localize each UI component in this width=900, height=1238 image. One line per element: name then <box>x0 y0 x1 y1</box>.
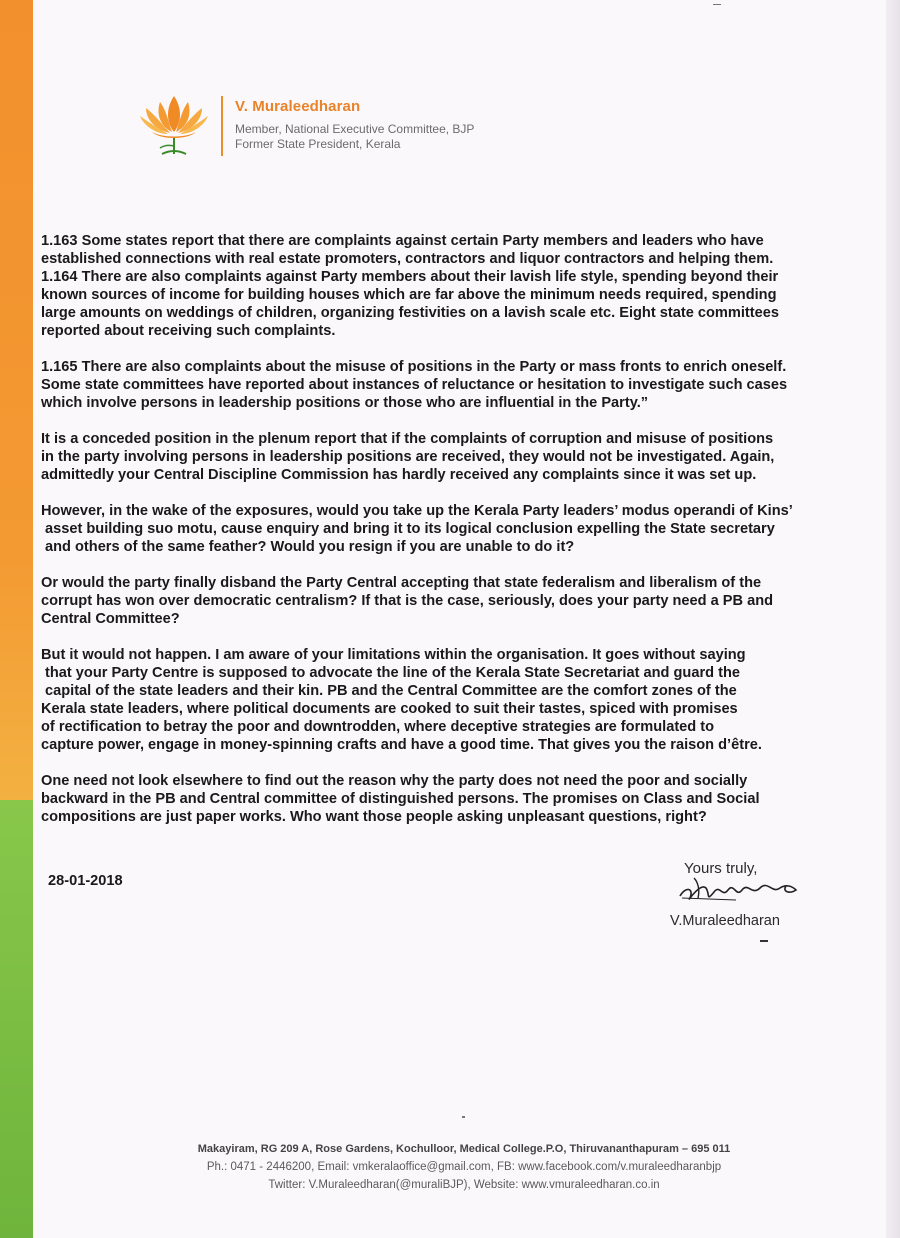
clause-number: 1.164 <box>41 269 78 285</box>
text-line: admittedly your Central Discipline Commission has hardly received any complaints since it was set up. <box>41 467 757 483</box>
text-line: that your Party Centre is supposed to advocate the line of the Kerala State Secretariat and guard the <box>45 665 740 681</box>
text-line: asset building suo motu, cause enquiry and bring it to its logical conclusion expelling the State secretary <box>45 521 775 537</box>
footer-web <box>0 1179 900 1191</box>
letterhead-divider <box>221 96 223 156</box>
text-line: capture power, engage in money-spinning crafts and have a good time. That gives you the raison d’être. <box>41 737 762 753</box>
text-line: in the party involving persons in leadership positions are received, they would not be investigated. Again, <box>41 449 775 465</box>
letter-date: 28-01-2018 <box>48 873 123 889</box>
ink-mark <box>760 940 768 942</box>
text-line: Or would the party finally disband the Party Central accepting that state federalism and liberalism of the <box>41 575 762 591</box>
text-line <box>41 232 876 250</box>
text-line: of rectification to betray the poor and downtrodden, where deceptive strategies are formulated to <box>41 719 715 735</box>
footer-web-text: Twitter: V.Muraleedharan(@muraliBJP), Website: www.vmuraleedharan.co.in <box>268 1179 660 1191</box>
saffron-margin-stripe <box>0 0 33 800</box>
text-line: and others of the same feather? Would you resign if you are unable to do it? <box>45 539 575 555</box>
text-line: Central Committee? <box>41 611 180 627</box>
letterhead-former-post: Former State President, Kerala <box>235 137 401 151</box>
footer-address <box>0 1143 900 1155</box>
ink-speck <box>462 1116 465 1118</box>
text-line: reported about receiving such complaints. <box>41 323 336 339</box>
paragraph-4 <box>41 502 876 556</box>
text-line: However, in the wake of the exposures, would you take up the Kerala Party leaders’ modus operandi of Kins’ <box>41 503 793 519</box>
text-line: But it would not happen. I am aware of your limitations within the organisation. It goes without saying <box>41 647 746 663</box>
text-line: One need not look elsewhere to find out the reason why the party does not need the poor and socially <box>41 773 748 789</box>
text-line: which involve persons in leadership positions or those who are influential in the Party.” <box>41 395 649 411</box>
text-line: corrupt has won over democratic centralism? If that is the case, seriously, does your party need a PB and <box>41 593 774 609</box>
text-line: known sources of income for building houses which are far above the minimum needs required, spending <box>41 287 777 303</box>
text-line: compositions are just paper works. Who want those people asking unpleasant questions, right? <box>41 809 707 825</box>
clause-text: Some states report that there are complaints against certain Party members and leaders who have <box>77 233 764 249</box>
text-line: established connections with real estate promoters, contractors and liquor contractors and helping them. <box>41 251 774 267</box>
text-line: Some state committees have reported about instances of reluctance or hesitation to investigate such cases <box>41 377 788 393</box>
letter-body <box>41 232 876 844</box>
footer-contact <box>0 1161 900 1173</box>
clause-number: 1.163 <box>41 233 78 249</box>
letterhead-name: V. Muraleedharan <box>235 98 361 115</box>
paragraph-5 <box>41 574 876 628</box>
text-line: capital of the state leaders and their kin. PB and the Central Committee are the comfort zones of the <box>45 683 737 699</box>
paper-edge-shadow <box>886 0 900 1238</box>
text-line: 1.165 There are also complaints about the misuse of positions in the Party or mass fronts to enrich oneself. <box>41 359 787 375</box>
handwritten-signature-icon <box>676 868 806 908</box>
paragraph-6 <box>41 646 876 754</box>
paragraph-7 <box>41 772 876 826</box>
footer-contact-text: Ph.: 0471 - 2446200, Email: vmkeralaoffice@gmail.com, FB: www.facebook.com/v.muraleedharanbjp <box>206 1161 722 1173</box>
paragraph-1 <box>41 232 876 340</box>
footer-address-text: Makayiram, RG 209 A, Rose Gardens, Kochulloor, Medical College.P.O, Thiruvananthapuram – 695 011 <box>197 1143 731 1155</box>
paragraph-2 <box>41 358 876 412</box>
text-line: backward in the PB and Central committee of distinguished persons. The promises on Class and Social <box>41 791 760 807</box>
ink-speck <box>713 4 721 5</box>
text-line: large amounts on weddings of children, organizing festivities on a lavish scale etc. Eight state committees <box>41 305 779 321</box>
lotus-logo-icon <box>138 92 210 162</box>
text-line: It is a conceded position in the plenum report that if the complaints of corruption and misuse of positions <box>41 431 774 447</box>
signatory-name: V.Muraleedharan <box>670 913 780 929</box>
paragraph-3 <box>41 430 876 484</box>
text-line <box>41 268 876 286</box>
text-line: Kerala state leaders, where political documents are cooked to suit their tastes, spiced with promises <box>41 701 738 717</box>
letterhead-designation: Member, National Executive Committee, BJP <box>235 122 475 136</box>
clause-text: There are also complaints against Party members about their lavish life style, spending beyond their <box>77 269 779 285</box>
closing-salutation: Yours truly, <box>684 860 758 877</box>
